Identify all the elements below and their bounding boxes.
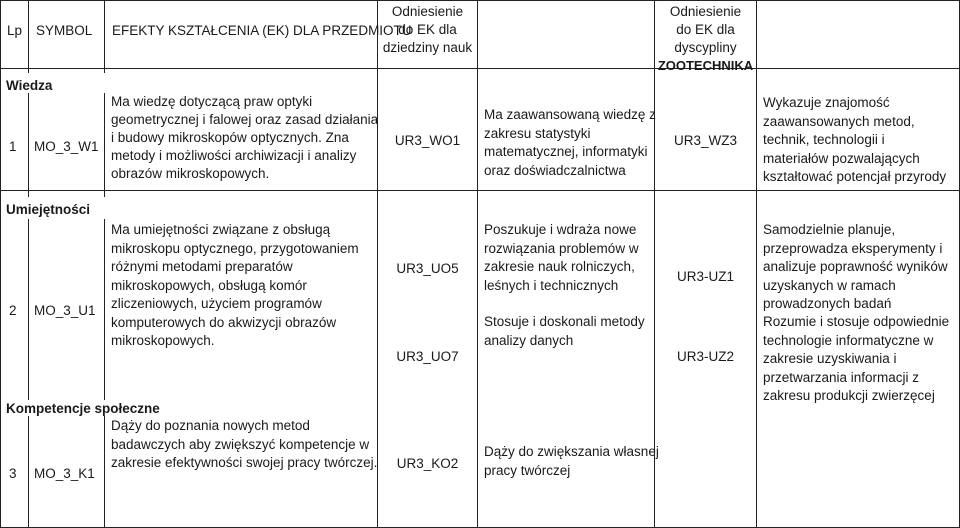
- text-line: Poszukuje i wdraża nowe: [484, 222, 637, 237]
- text-line: badawczych aby zwiększyć kompetencje w: [111, 436, 370, 452]
- row-domain-code: UR3_UO7: [396, 349, 459, 364]
- row-discipline-code: UR3-UZ1: [676, 269, 734, 284]
- header-effects: EFEKTY KSZTAŁCENIA (EK) DLA PRZEDMIOTU: [112, 23, 412, 38]
- row-symbol: MO_3_K1: [34, 466, 95, 481]
- header-symbol: SYMBOL: [36, 23, 93, 38]
- grid-line: [28, 219, 29, 400]
- row-domain-description: [484, 443, 659, 480]
- row-symbol: MO_3_W1: [34, 139, 99, 154]
- text-line: materiałów pozwalających: [763, 150, 920, 166]
- text-line: zakresie uzyskiwania i: [763, 351, 897, 366]
- header-ref-domain-line: do EK dla: [398, 22, 457, 37]
- row-effect-description: [111, 417, 377, 473]
- text-line: zliczeniowych, użyciem programów: [111, 296, 322, 311]
- text-line: obrazów mikroskopowych.: [111, 166, 270, 181]
- text-line: zakresie efektywności swojej pracy twórczej.: [111, 455, 378, 470]
- text-line: mikroskopowych.: [111, 333, 215, 348]
- text-line: kształtować potencjał przyrody: [763, 169, 947, 184]
- header-ref-discipline-line: Odniesienie: [669, 4, 742, 19]
- text-line: Stosuje i doskonali metody: [484, 314, 645, 329]
- text-line: i budowy mikroskopów optycznych. Zna: [111, 130, 349, 145]
- header-ref-domain-line: Odniesienie: [391, 4, 464, 19]
- grid-line: [104, 0, 105, 73]
- text-line: uzyskanych w ramach: [763, 277, 896, 293]
- row-discipline-description: [763, 94, 946, 187]
- grid-line: [756, 0, 757, 528]
- header-ref-domain: [378, 3, 477, 57]
- header-lp: Lp: [7, 23, 23, 38]
- grid-line: [0, 68, 960, 69]
- text-line: metody i możliwości archiwizacji i analizy: [111, 148, 357, 163]
- text-line: technologie informatyczne w: [763, 332, 934, 348]
- text-line: analizy danych: [484, 332, 574, 348]
- grid-line: [28, 0, 29, 73]
- grid-line: [0, 190, 960, 191]
- row-discipline-code: UR3-UZ2: [676, 349, 734, 364]
- text-line: zakresie nauk rolniczych,: [484, 259, 635, 274]
- text-line: różnymi metodami preparatów: [111, 259, 293, 274]
- text-line: Dąży do zwiększania własnej: [484, 444, 659, 459]
- text-line: zakresu produkcji zwierzęcej: [763, 388, 935, 403]
- row-domain-description: [484, 221, 639, 295]
- text-line: komputerowych do akwizycji obrazów: [111, 314, 337, 330]
- text-line: rozwiązania problemów w: [484, 240, 639, 256]
- grid-line: [477, 0, 478, 528]
- header-ref-domain-line: dziedziny nauk: [382, 40, 473, 55]
- text-line: mikroskopowych, obsługą komór: [111, 277, 307, 293]
- row-symbol: MO_3_U1: [34, 303, 96, 318]
- section-social-label: Kompetencje społeczne: [6, 401, 160, 416]
- text-line: analizuje poprawność wyników: [763, 259, 948, 274]
- text-line: matematycznej, informatyki: [484, 144, 648, 159]
- row-lp: 3: [9, 466, 17, 481]
- text-line: Ma wiedzę dotyczącą praw optyki: [111, 94, 313, 109]
- row-domain-code: UR3_WO1: [394, 133, 461, 148]
- text-line: mikroskopu optycznego, przygotowaniem: [111, 240, 359, 256]
- grid-line: [28, 93, 29, 197]
- text-line: Samodzielnie planuje,: [763, 222, 896, 237]
- text-line: zakresu statystyki: [484, 125, 591, 141]
- text-line: Dąży do poznania nowych metod: [111, 418, 310, 433]
- text-line: leśnych i technicznych: [484, 277, 619, 293]
- grid-line: [104, 219, 105, 400]
- text-line: geometrycznej i falowej oraz zasad działania: [111, 112, 379, 127]
- text-line: technik, technologii i: [763, 132, 885, 147]
- grid-line: [0, 0, 960, 1]
- text-line: zaawansowanych metod,: [763, 113, 915, 129]
- row-domain-description: [484, 106, 656, 180]
- row-effect-description: [111, 93, 378, 183]
- row-lp: 2: [9, 303, 17, 318]
- text-line: prowadzonych badań: [763, 296, 892, 311]
- grid-line: [28, 416, 29, 528]
- text-line: pracy twórczej: [484, 462, 571, 478]
- section-knowledge-label: Wiedza: [6, 78, 53, 93]
- section-skills-label: Umiejętności: [6, 202, 91, 217]
- text-line: Ma umiejętności związane z obsługą: [111, 222, 331, 237]
- row-effect-description: [111, 221, 359, 351]
- header-ref-discipline: [655, 3, 756, 75]
- header-ref-discipline-line: dyscypliny: [674, 40, 737, 55]
- text-line: Ma zaawansowaną wiedzę z: [484, 107, 656, 122]
- grid-line: [104, 416, 105, 528]
- text-line: przetwarzania informacji z: [763, 369, 920, 385]
- text-line: przeprowadza eksperymenty i: [763, 240, 943, 256]
- row-lp: 1: [9, 139, 17, 154]
- row-domain-code: UR3_KO2: [396, 456, 459, 471]
- text-line: oraz doświadczalnictwa: [484, 162, 626, 178]
- grid-line: [0, 0, 1, 528]
- row-discipline-code: UR3_WZ3: [673, 133, 737, 148]
- row-domain-description: [484, 313, 645, 350]
- row-domain-code: UR3_UO5: [396, 261, 459, 276]
- header-ref-discipline-line: do EK dla: [676, 22, 735, 37]
- text-line: Wykazuje znajomość: [763, 95, 890, 110]
- grid-line: [104, 93, 105, 197]
- header-discipline-name: ZOOTECHNIKA: [657, 58, 754, 73]
- row-discipline-description: [763, 313, 949, 406]
- row-discipline-description: [763, 221, 948, 314]
- text-line: Rozumie i stosuje odpowiednie: [763, 314, 950, 329]
